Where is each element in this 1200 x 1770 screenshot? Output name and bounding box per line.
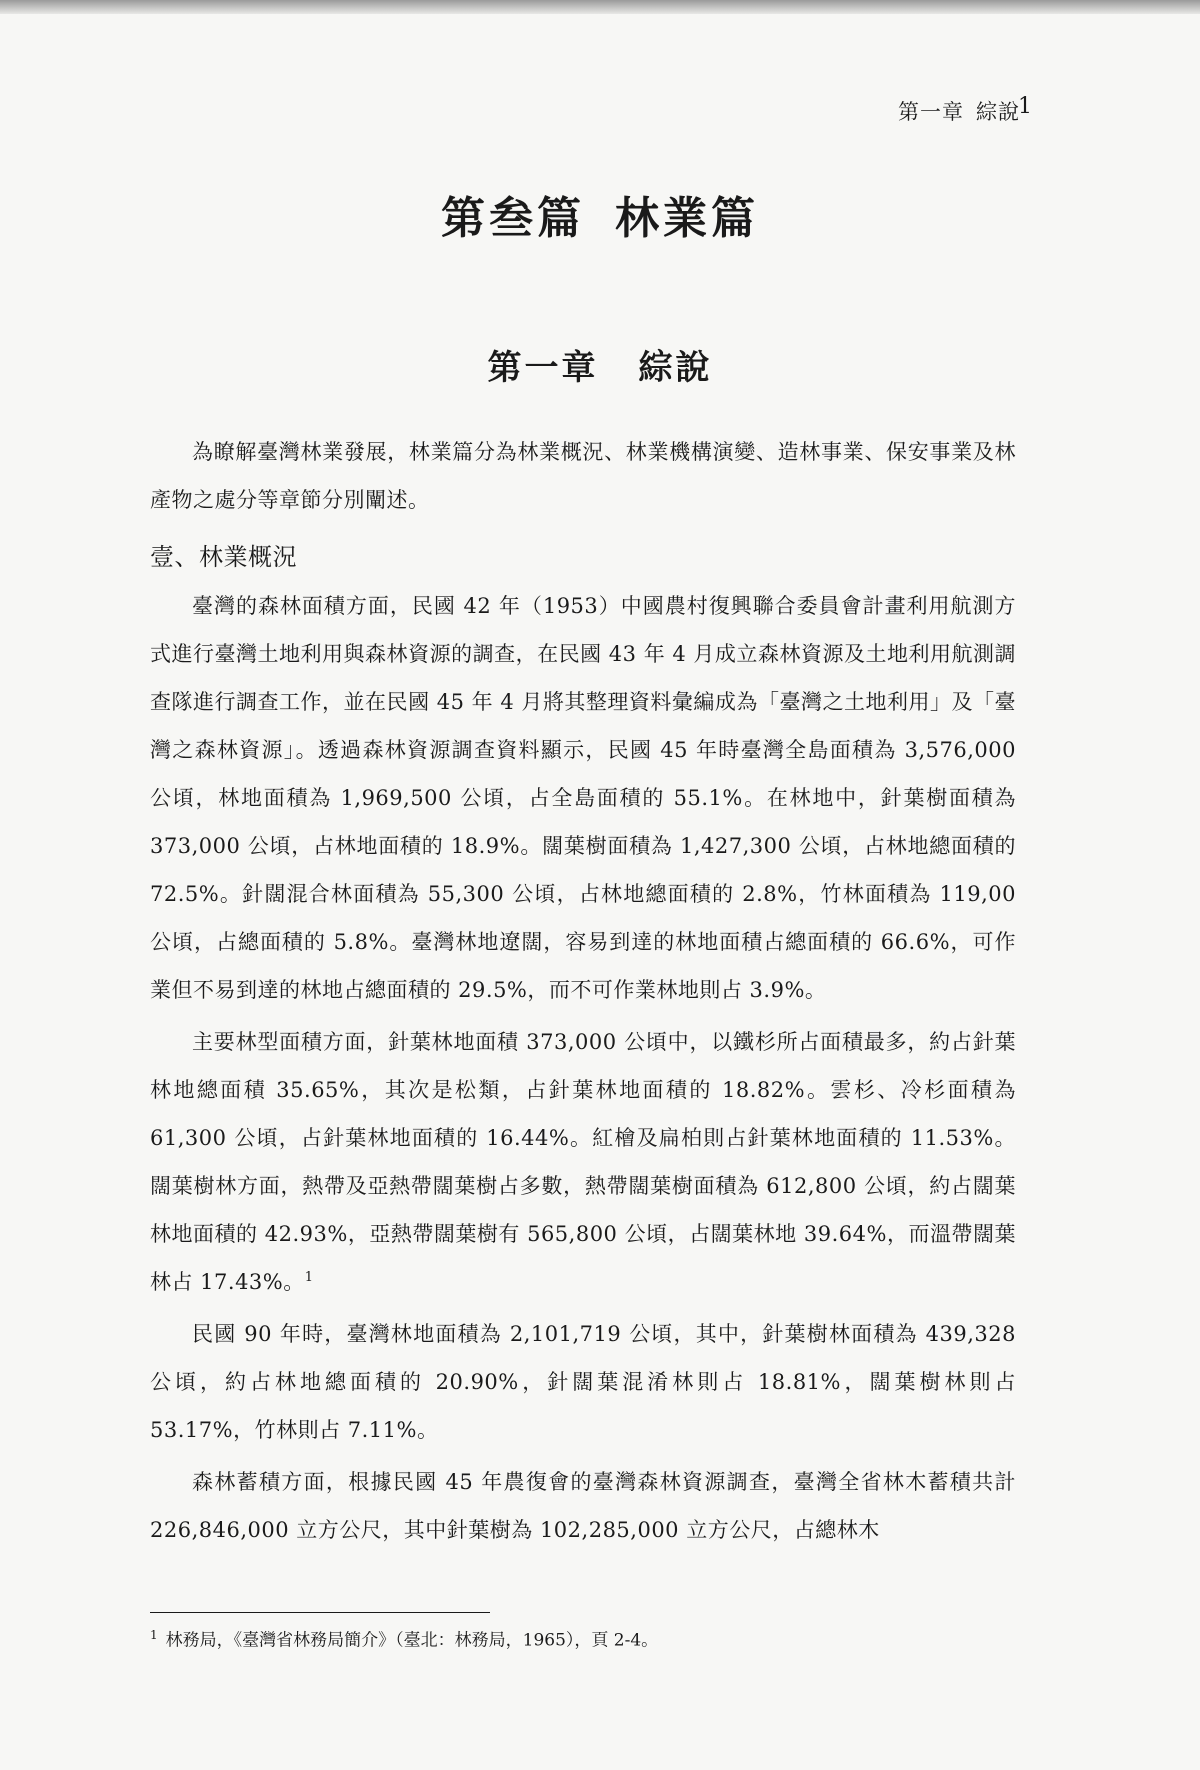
paragraph-with-footnote: [150, 1018, 1016, 1306]
part-title-name: 林業篇: [615, 193, 759, 244]
paragraph: 臺灣的森林面積方面，民國 42 年（1953）中國農村復興聯合委員會計畫利用航測方式進行臺灣土地利用與森林資源的調查，在民國 43 年 4 月成立森林資源及土地利用航測調查隊進行調查工作，並在民國 45 年 4 月將其整理資料彙編成為「臺灣之土地利用」及「臺灣之森林資源」。透過森林資源調查資料顯示，民國 45 年時臺灣全島面積為 3,576,000 公頃，林地面積為 1,969,500 公頃，占全島面積的 55.1%。在林地中，針葉樹面積為 373,000 公頃，占林地面積的 18.9%。闊葉樹面積為 1,427,300 公頃，占林地總面積的 72.5%。針闊混合林面積為 55,300 公頃，占林地總面積的 2.8%，竹林面積為 119,00 公頃，占總面積的 5.8%。臺灣林地遼闊，容易到達的林地面積占總面積的 66.6%，可作業但不易到達的林地占總面積的 29.5%，而不可作業林地則占 3.9%。: [150, 594, 1016, 1002]
intro-paragraph: 為瞭解臺灣林業發展，林業篇分為林業概況、林業機構演變、造林事業、保安事業及林產物之處分等章節分別闡述。: [150, 440, 1016, 512]
chapter-title-label: 第一章: [487, 348, 599, 388]
footnote-reference[interactable]: 1: [304, 1270, 314, 1285]
paragraph: 森林蓄積方面，根據民國 45 年農復會的臺灣森林資源調查，臺灣全省林木蓄積共計 226,846,000 立方公尺，其中針葉樹為 102,285,000 立方公尺，占總林木: [150, 1470, 1016, 1542]
part-title-label: 第叁篇: [441, 193, 585, 244]
paragraph-text: 主要林型面積方面，針葉林地面積 373,000 公頃中，以鐵杉所占面積最多，約占針葉林地總面積 35.65%，其次是松類，占針葉林地面積的 18.82%。雲杉、冷杉面積為 61,300 公頃，占針葉林地面積的 16.44%。紅檜及扁柏則占針葉林地面積的 11.53%。闊葉樹林方面，熱帶及亞熱帶闊葉樹占多數，熱帶闊葉樹面積為 612,800 公頃，約占闊葉林地面積的 42.93%，亞熱帶闊葉樹有 565,800 公頃，占闊葉林地 39.64%，而溫帶闊葉林占 17.43%。: [150, 1030, 1016, 1294]
footnote-number: 1: [150, 1628, 158, 1642]
part-title: [0, 182, 1200, 246]
chapter-title-name: 綜說: [638, 348, 713, 388]
running-header-section: 綜說: [976, 100, 1020, 124]
chapter-title: [0, 340, 1200, 389]
running-header-chapter: 第一章: [898, 100, 964, 124]
page-top-edge: [0, 0, 1200, 14]
footnote-divider: [150, 1612, 490, 1613]
body-text: [150, 428, 1016, 1558]
page-number: 1: [1018, 94, 1032, 119]
footnote-text: 林務局，《臺灣省林務局簡介》（臺北：林務局，1965），頁 2-4。: [165, 1630, 659, 1651]
paragraph: 民國 90 年時，臺灣林地面積為 2,101,719 公頃，其中，針葉樹林面積為 439,328 公頃，約占林地總面積的 20.90%，針闊葉混淆林則占 18.81%，闊葉樹林則占 53.17%，竹林則占 7.11%。: [150, 1322, 1016, 1442]
section-heading: 壹、林業概況: [150, 543, 297, 571]
footnote: [150, 1622, 1016, 1654]
running-header: [898, 96, 1020, 126]
